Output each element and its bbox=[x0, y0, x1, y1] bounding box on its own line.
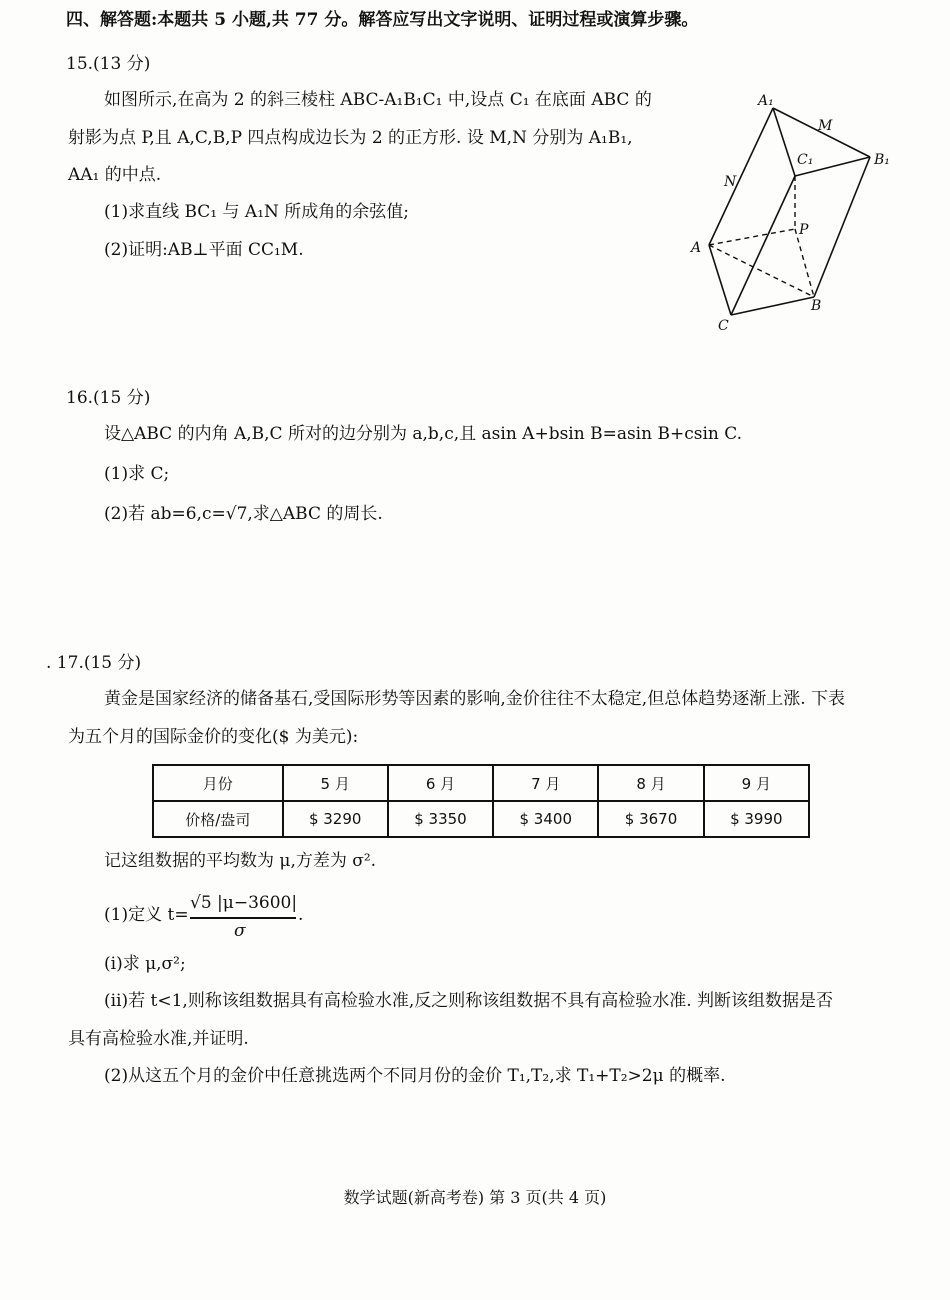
table-row bbox=[153, 801, 809, 837]
edge-c1-c bbox=[731, 176, 795, 315]
t-fraction bbox=[190, 893, 300, 943]
label-c: C bbox=[718, 318, 729, 334]
q17-stats-line: 记这组数据的平均数为 μ,方差为 σ². bbox=[104, 851, 377, 871]
table-cell: 7 月 bbox=[493, 765, 598, 801]
q15-number: 15.(13 分) bbox=[66, 54, 151, 74]
table-cell: 6 月 bbox=[388, 765, 493, 801]
q15-line1: 如图所示,在高为 2 的斜三棱柱 ABC-A₁B₁C₁ 中,设点 C₁ 在底面 ABC 的 bbox=[104, 90, 652, 110]
label-c1: C₁ bbox=[797, 152, 814, 168]
q17-sub-i: (ⅰ)求 μ,σ²; bbox=[104, 954, 186, 974]
edge-c-b bbox=[731, 297, 814, 315]
q16-part2: (2)若 ab=6,c=√7,求△ABC 的周长. bbox=[104, 504, 383, 524]
label-a1: A₁ bbox=[758, 93, 774, 109]
edge-a-p bbox=[709, 229, 795, 245]
q15-line2: 射影为点 P,且 A,C,B,P 四点构成边长为 2 的正方形. 设 M,N 分别为 A₁B₁, bbox=[68, 128, 633, 148]
prism-figure bbox=[680, 80, 910, 340]
label-b: B bbox=[811, 298, 822, 314]
edge-a1-a bbox=[709, 108, 773, 245]
edge-p-b bbox=[795, 229, 814, 297]
q15-part2: (2)证明:AB⊥平面 CC₁M. bbox=[104, 240, 304, 260]
q17-number: . 17.(15 分) bbox=[46, 653, 142, 673]
table-cell: $ 3290 bbox=[283, 801, 388, 837]
label-n: N bbox=[724, 174, 737, 190]
table-cell: $ 3350 bbox=[388, 801, 493, 837]
q15-line3: AA₁ 的中点. bbox=[68, 165, 162, 185]
q16-line1: 设△ABC 的内角 A,B,C 所对的边分别为 a,b,c,且 asin A+bsin B=asin B+csin C. bbox=[104, 424, 743, 444]
fraction-numerator: √5 |μ−3600| bbox=[190, 893, 298, 913]
label-b1: B₁ bbox=[874, 152, 890, 168]
fraction-bar bbox=[190, 917, 296, 919]
fraction-denominator: σ bbox=[234, 921, 246, 941]
page-footer: 数学试题(新高考卷) 第 3 页(共 4 页) bbox=[343, 1188, 607, 1207]
q16-number: 16.(15 分) bbox=[66, 388, 151, 408]
q17-line2: 为五个月的国际金价的变化($ 为美元): bbox=[68, 727, 359, 747]
table-cell: $ 3670 bbox=[598, 801, 703, 837]
table-cell: 月份 bbox=[153, 765, 283, 801]
label-a: A bbox=[691, 240, 702, 256]
section-header: 四、解答题:本题共 5 小题,共 77 分。解答应写出文字说明、证明过程或演算步骤。 bbox=[66, 10, 699, 30]
label-m: M bbox=[818, 118, 833, 134]
table-cell: 价格/盎司 bbox=[153, 801, 283, 837]
q15-part1: (1)求直线 BC₁ 与 A₁N 所成角的余弦值; bbox=[104, 202, 410, 222]
q17-def-prefix: (1)定义 t= bbox=[104, 905, 189, 925]
table-cell: 5 月 bbox=[283, 765, 388, 801]
edge-b1-b bbox=[814, 157, 870, 297]
table-cell: 9 月 bbox=[704, 765, 809, 801]
table-cell: $ 3990 bbox=[704, 801, 809, 837]
gold-price-table bbox=[152, 764, 810, 838]
edge-a-c bbox=[709, 245, 731, 315]
q16-part1: (1)求 C; bbox=[104, 464, 170, 484]
edge-a-b bbox=[709, 245, 814, 297]
table-header-row bbox=[153, 765, 809, 801]
q17-line1: 黄金是国家经济的储备基石,受国际形势等因素的影响,金价往往不太稳定,但总体趋势逐渐上涨. 下表 bbox=[104, 689, 846, 709]
q17-sub-ii-line2: 具有高检验水准,并证明. bbox=[68, 1029, 249, 1049]
q17-def-suffix: . bbox=[298, 905, 304, 925]
label-p: P bbox=[799, 222, 809, 238]
q17-part2: (2)从这五个月的金价中任意挑选两个不同月份的金价 T₁,T₂,求 T₁+T₂>2μ 的概率. bbox=[104, 1066, 726, 1086]
table-cell: $ 3400 bbox=[493, 801, 598, 837]
table-cell: 8 月 bbox=[598, 765, 703, 801]
q17-sub-ii-line1: (ⅱ)若 t<1,则称该组数据具有高检验水准,反之则称该组数据不具有高检验水准. 判断该组数据是否 bbox=[104, 991, 834, 1011]
